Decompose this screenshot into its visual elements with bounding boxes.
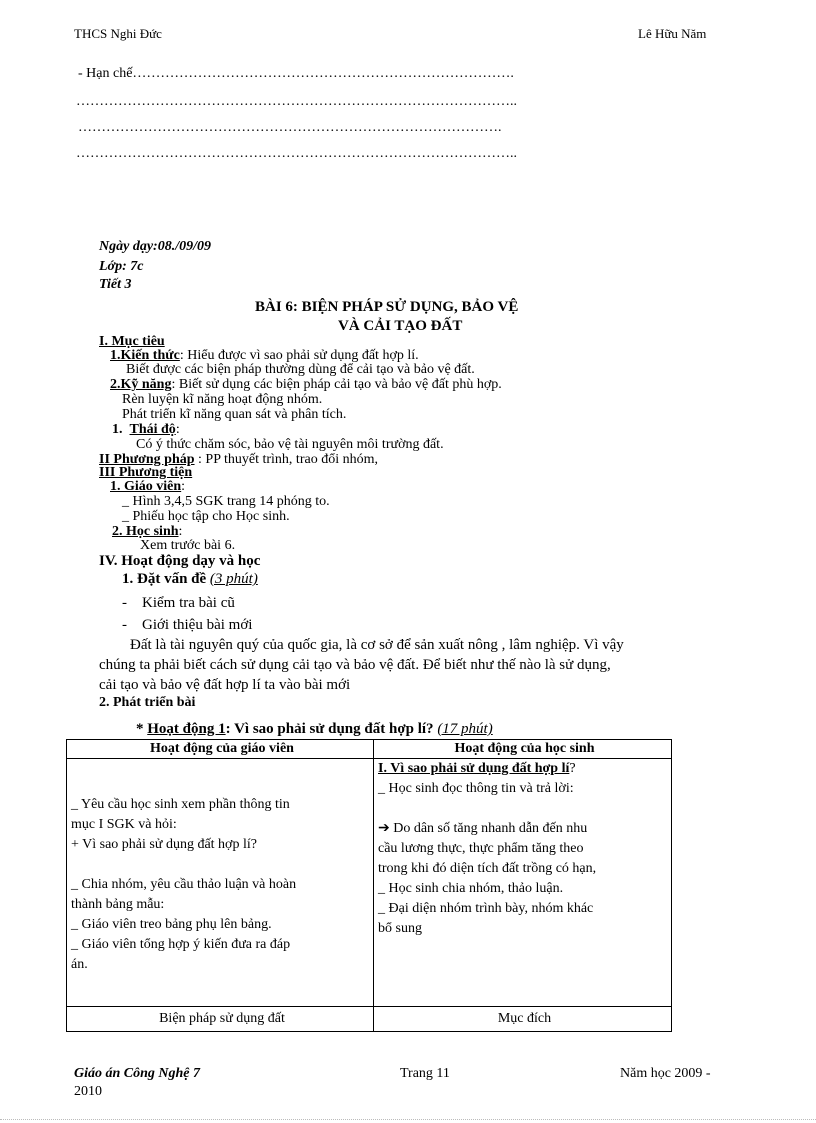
lesson-date: Ngày dạy:08./09/09 <box>99 239 211 254</box>
intro-label: 1. Đặt vấn đề <box>122 571 210 587</box>
student-line-text: Do dân số tăng nhanh dẫn đến nhu <box>393 821 588 836</box>
intro-paragraph-1: Đất là tài nguyên quý của quốc gia, là cơ sở để sản xuất nông , lâm nghiệp. Vì vậy <box>130 637 624 653</box>
means-heading: III Phương tiện <box>99 465 193 480</box>
method-text: : PP thuyết trình, trao đổi nhóm, <box>194 452 378 467</box>
student-colon: : <box>178 524 183 539</box>
bullet-text: Giới thiệu bài mới <box>142 617 253 633</box>
footer-year: Năm học 2009 - <box>620 1066 711 1081</box>
intro-time: (3 phút) <box>209 571 258 587</box>
dotted-line: ………………………………………………………………………………….. <box>76 94 517 109</box>
lesson-class: Lớp: 7c <box>99 259 144 274</box>
student-line: _ Học sinh đọc thông tin và trả lời: <box>378 781 574 796</box>
footer-year-2: 2010 <box>74 1084 102 1099</box>
footer-subject: Giáo án Công Nghệ 7 <box>74 1066 201 1081</box>
skills-text-2: Rèn luyện kĩ năng hoạt động nhóm. <box>122 392 323 407</box>
activities-heading: IV. Hoạt động dạy và học <box>99 553 261 569</box>
teacher-colon: : <box>181 479 186 494</box>
teacher-label: 1. Giáo viên <box>110 479 182 494</box>
objectives-heading: I. Mục tiêu <box>99 334 165 349</box>
purpose-header: Mục đích <box>374 1007 672 1032</box>
knowledge-text-2: Biết được các biện pháp thường dùng để cải tạo và bảo vệ đất. <box>126 362 475 377</box>
knowledge-label: 1.Kiến thức <box>110 348 180 363</box>
method-label: II Phương pháp <box>99 452 195 467</box>
student-heading-q: ? <box>569 761 576 776</box>
attitude-colon: : <box>175 422 180 437</box>
student-line: bổ sung <box>378 921 422 936</box>
knowledge-text: : Hiểu được vì sao phải sử dụng đất hợp lí. <box>179 348 419 363</box>
attitude-label: Thái độ <box>129 422 176 437</box>
skills-text-3: Phát triển kĩ năng quan sát và phân tích. <box>122 407 347 422</box>
limitation-line: - Hạn chế………………………………………………………………………. <box>78 66 514 81</box>
teacher-line: án. <box>71 957 88 972</box>
skills-row <box>110 377 502 393</box>
student-section-heading <box>378 759 671 779</box>
intro-row <box>122 571 258 587</box>
student-activities-cell <box>374 759 672 1007</box>
header-school: THCS Nghi Đức <box>74 26 162 41</box>
teacher-item-1: _ Hình 3,4,5 SGK trang 14 phóng to. <box>122 494 330 509</box>
lesson-title-line1: BÀI 6: BIỆN PHÁP SỬ DỤNG, BẢO VỆ <box>255 299 519 315</box>
skills-label: 2.Kỹ năng <box>110 377 172 392</box>
arrow-icon: ➔ <box>378 821 390 836</box>
footer-page: Trang 11 <box>400 1066 450 1081</box>
student-label: 2. Học sinh <box>112 524 179 539</box>
student-line: trong khi đó diện tích đất trồng có hạn, <box>378 861 597 876</box>
develop-heading: 2. Phát triển bài <box>99 695 196 710</box>
intro-paragraph-3: cải tạo và bảo vệ đất hợp lí ta vào bài mới <box>99 677 351 693</box>
page-divider <box>0 1119 816 1120</box>
bullet-item-2 <box>122 617 252 633</box>
student-column-header: Hoạt động của học sinh <box>374 740 672 759</box>
bullet-mark: - <box>122 595 127 611</box>
lesson-title-line2: VÀ CẢI TẠO ĐẤT <box>338 318 463 334</box>
activity-star: * <box>136 721 148 737</box>
activity-table <box>66 739 672 1032</box>
activity-1-time: (17 phút) <box>437 721 493 737</box>
dotted-line: ………………………………………………………………………………. <box>78 120 502 135</box>
student-item: Xem trước bài 6. <box>140 538 236 553</box>
attitude-num: 1. <box>112 422 123 437</box>
teacher-line: _ Giáo viên tổng hợp ý kiến đưa ra đáp <box>71 937 291 952</box>
header-author: Lê Hữu Năm <box>638 26 707 41</box>
teacher-line: + Vì sao phải sử dụng đất hợp lí? <box>71 837 257 852</box>
student-line: cầu lương thực, thực phẩm tăng theo <box>378 841 584 856</box>
activity-1-text: : Vì sao phải sử dụng đất hợp lí? <box>225 721 438 737</box>
student-heading-text: I. Vì sao phải sử dụng đất hợp lí <box>378 761 570 776</box>
attitude-text: Có ý thức chăm sóc, bảo vệ tài nguyên môi trường đất. <box>136 437 444 452</box>
teacher-item-2: _ Phiếu học tập cho Học sinh. <box>122 509 290 524</box>
intro-paragraph-2: chúng ta phải biết cách sử dụng cải tạo và bảo vệ đất. Để biết như thế nào là sử dụng, <box>99 657 611 673</box>
skills-text: : Biết sử dụng các biện pháp cải tạo và bảo vệ đất phù hợp. <box>171 377 502 392</box>
teacher-activities-cell <box>67 759 374 1007</box>
bullet-mark: - <box>122 617 127 633</box>
land-use-measures-header: Biện pháp sử dụng đất <box>67 1007 374 1032</box>
teacher-line: _ Chia nhóm, yêu cầu thảo luận và hoàn <box>71 877 297 892</box>
activity-1-label: Hoạt động 1 <box>147 721 226 737</box>
bullet-text: Kiểm tra bài cũ <box>142 595 235 611</box>
student-line: _ Học sinh chia nhóm, thảo luận. <box>378 881 564 896</box>
student-line: _ Đại diện nhóm trình bày, nhóm khác <box>378 901 594 916</box>
teacher-line: _ Yêu cầu học sinh xem phần thông tin <box>71 797 290 812</box>
teacher-row <box>110 479 185 495</box>
activity-1-heading <box>136 721 493 737</box>
teacher-line: _ Giáo viên treo bảng phụ lên bảng. <box>71 917 272 932</box>
teacher-line: mục I SGK và hỏi: <box>71 817 177 832</box>
teacher-line: thành bảng mẫu: <box>71 897 165 912</box>
bullet-item-1 <box>122 595 235 611</box>
teacher-column-header: Hoạt động của giáo viên <box>67 740 374 759</box>
student-line <box>378 819 671 839</box>
attitude-row <box>112 422 180 438</box>
dotted-line: ………………………………………………………………………………….. <box>76 146 517 161</box>
lesson-period: Tiết 3 <box>99 277 132 292</box>
